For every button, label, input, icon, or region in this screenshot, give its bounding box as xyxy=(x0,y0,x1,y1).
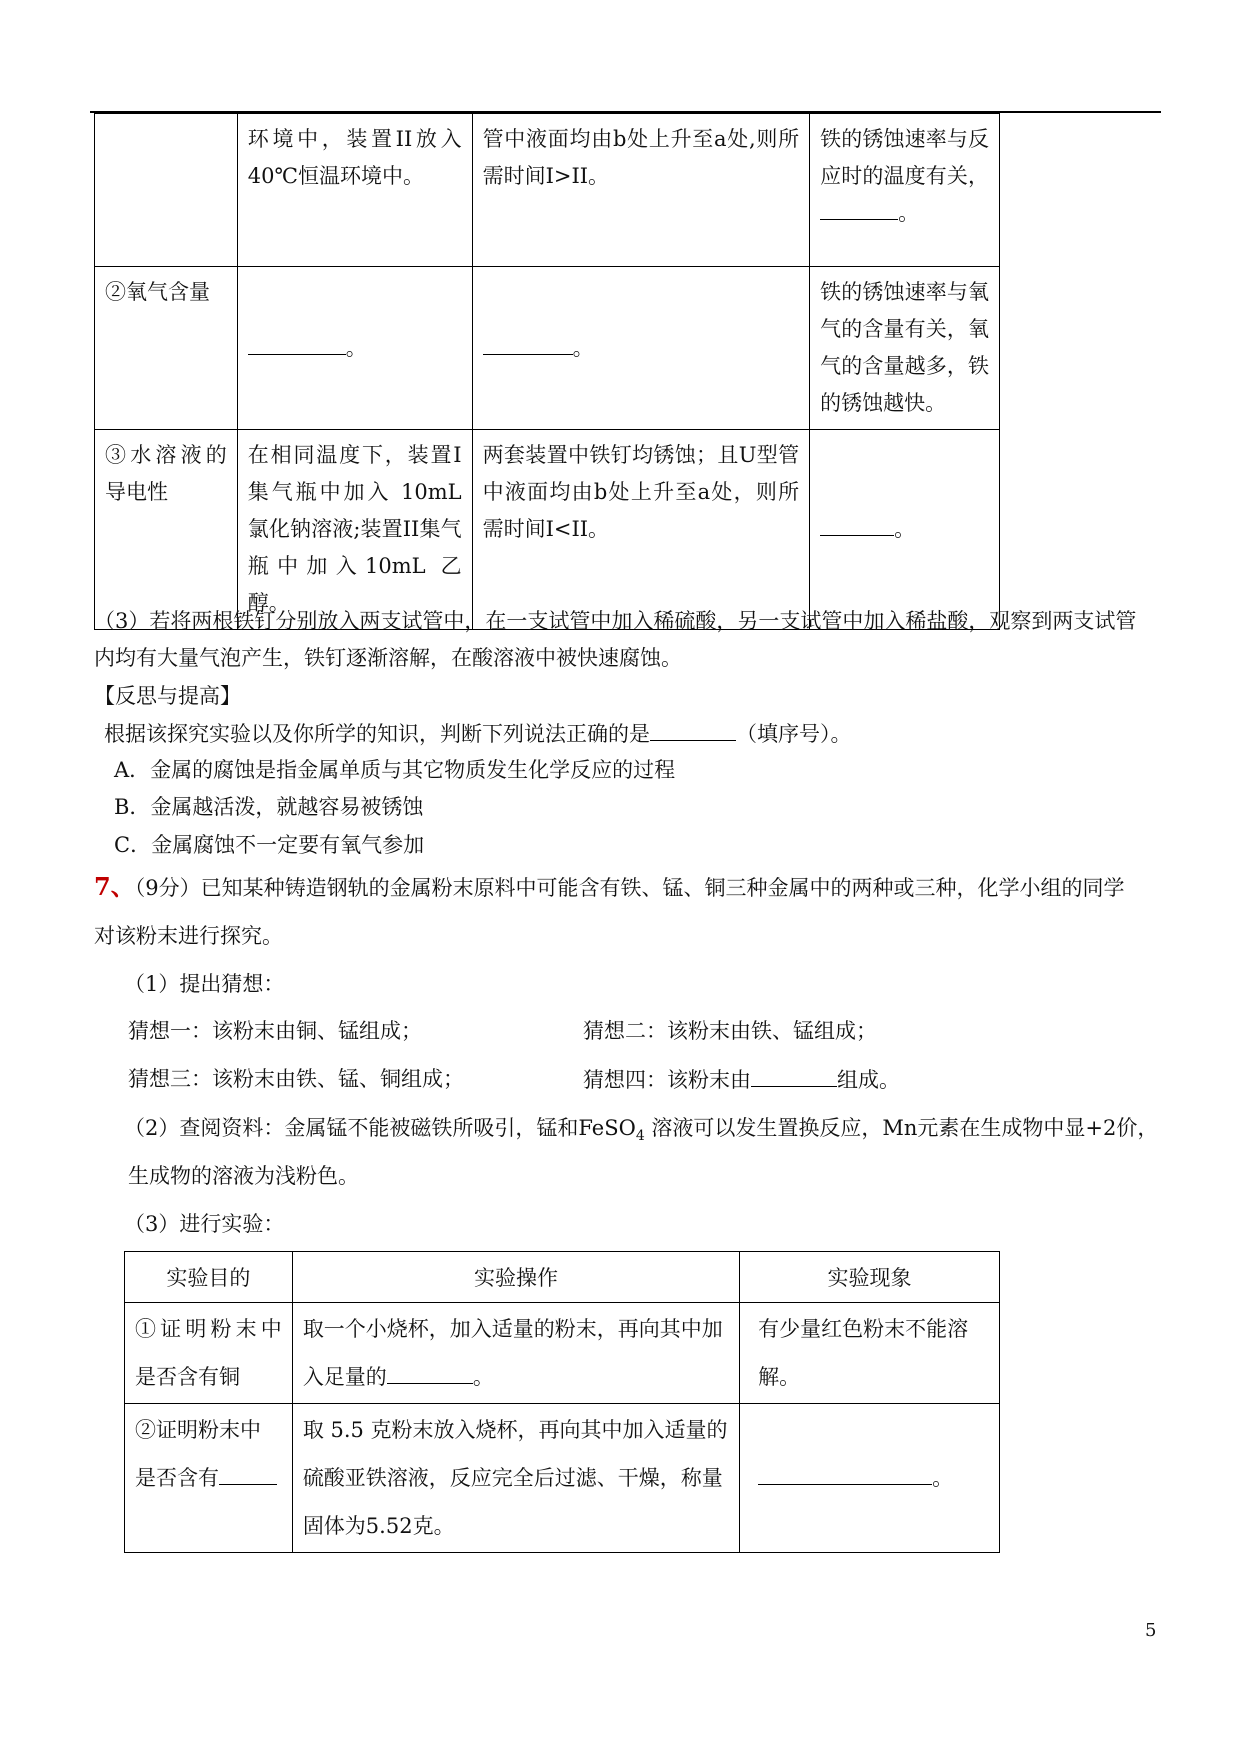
experiment-table-1 xyxy=(94,113,1000,630)
table-cell xyxy=(740,1404,1000,1553)
subsection-heading: （3）进行实验： xyxy=(124,1212,285,1236)
cell-text: 。 xyxy=(932,1465,954,1490)
table-cell: 有少量红色粉末不能溶解。 xyxy=(740,1303,1000,1404)
question-7-line xyxy=(94,870,1125,905)
guess-1: 猜想一：该粉末由铜、锰组成； xyxy=(128,1019,422,1043)
guess-text: 猜想四：该粉末由 xyxy=(583,1068,751,1092)
option-c: C．金属腐蚀不一定要有氧气参加 xyxy=(114,833,425,857)
guess-3: 猜想三：该粉末由铁、锰、铜组成； xyxy=(128,1067,464,1091)
table-row xyxy=(95,430,1000,630)
question-line xyxy=(104,716,852,751)
table-cell: ③水溶液的导电性 xyxy=(95,430,238,630)
page-number: 5 xyxy=(1145,1620,1157,1641)
cell-text: ②证明粉末中是否含有 xyxy=(135,1418,261,1490)
table-cell xyxy=(810,114,1000,267)
answer-blank[interactable] xyxy=(820,511,894,536)
answer-blank[interactable] xyxy=(820,195,898,220)
table-cell xyxy=(95,114,238,267)
subscript: 4 xyxy=(635,1128,645,1145)
paragraph-line: （3）若将两根铁钉分别放入两支试管中，在一支试管中加入稀硫酸，另一支试管中加入稀盐酸，观察到两支试管 xyxy=(94,609,1137,633)
table-row xyxy=(95,267,1000,430)
table-cell: 取 5.5 克粉末放入烧杯，再向其中加入适量的硫酸亚铁溶液，反应完全后过滤、干燥，称量固体为5.52克。 xyxy=(292,1404,739,1553)
guess-4 xyxy=(583,1062,900,1097)
table-row xyxy=(95,114,1000,267)
question-text: 根据该探究实验以及你所学的知识，判断下列说法正确的是 xyxy=(104,722,650,746)
cell-text: 铁的锈蚀速率与反应时的温度有关， xyxy=(820,127,989,188)
answer-blank[interactable] xyxy=(248,330,346,355)
section-heading: 【反思与提高】 xyxy=(94,684,241,708)
table-header-row xyxy=(125,1252,1000,1303)
column-header: 实验现象 xyxy=(740,1252,1000,1303)
column-header: 实验操作 xyxy=(292,1252,739,1303)
answer-blank[interactable] xyxy=(650,716,736,741)
text-part: （2）查阅资料：金属锰不能被磁铁所吸引，锰和FeSO xyxy=(124,1116,636,1140)
table-cell: 两套装置中铁钉均锈蚀；且U型管中液面均由b处上升至a处，则所需时间I<II。 xyxy=(472,430,810,630)
table-cell: 管中液面均由b处上升至a处,则所需时间I>II。 xyxy=(472,114,810,267)
answer-blank[interactable] xyxy=(751,1062,837,1087)
answer-blank[interactable] xyxy=(758,1460,932,1485)
option-a: A．金属的腐蚀是指金属单质与其它物质发生化学反应的过程 xyxy=(114,758,676,782)
table-cell xyxy=(472,267,810,430)
table-cell xyxy=(292,1303,739,1404)
table-cell xyxy=(237,267,472,430)
subsection-heading: （1）提出猜想： xyxy=(124,972,285,996)
text-part: 溶液可以发生置换反应，Mn元素在生成物中显+2价， xyxy=(644,1116,1159,1140)
answer-blank[interactable] xyxy=(219,1460,277,1485)
subsection-line xyxy=(124,1111,1158,1153)
table-row xyxy=(125,1303,1000,1404)
column-header: 实验目的 xyxy=(125,1252,293,1303)
option-b: B．金属越活泼，就越容易被锈蚀 xyxy=(114,795,424,819)
guess-2: 猜想二：该粉末由铁、锰组成； xyxy=(583,1019,877,1043)
cell-text: 取一个小烧杯，加入适量的粉末，再向其中加入足量的 xyxy=(302,1317,723,1389)
question-7-line: 对该粉末进行探究。 xyxy=(94,924,283,948)
table-cell: ①证明粉末中是否含有铜 xyxy=(125,1303,293,1404)
cell-text: 。 xyxy=(898,201,920,225)
experiment-table-2 xyxy=(124,1251,1000,1553)
question-text: （9分）已知某种铸造钢轨的金属粉末原料中可能含有铁、锰、铜三种金属中的两种或三种，化学小组的同学 xyxy=(134,876,1125,900)
cell-text: 。 xyxy=(345,335,367,360)
subsection-line: 生成物的溶液为浅粉色。 xyxy=(128,1164,359,1188)
question-text: （填序号）。 xyxy=(736,722,852,746)
paragraph-line: 内均有大量气泡产生，铁钉逐渐溶解，在酸溶液中被快速腐蚀。 xyxy=(94,646,682,670)
answer-blank[interactable] xyxy=(387,1359,473,1384)
table-cell: 环境中，装置II放入40℃恒温环境中。 xyxy=(237,114,472,267)
table-cell: 铁的锈蚀速率与氧气的含量有关，氧气的含量越多，铁的锈蚀越快。 xyxy=(810,267,1000,430)
table-cell: 在相同温度下，装置I集气瓶中加入 10mL氯化钠溶液;装置II集气瓶中加入10mL 乙醇。 xyxy=(237,430,472,630)
cell-text: 。 xyxy=(572,335,594,360)
cell-text: 。 xyxy=(894,517,916,541)
table-cell xyxy=(810,430,1000,630)
table-cell xyxy=(125,1404,293,1553)
answer-blank[interactable] xyxy=(483,330,573,355)
guess-text: 组成。 xyxy=(837,1068,900,1092)
question-number: 7、 xyxy=(94,872,135,901)
cell-text: 。 xyxy=(472,1365,494,1389)
table-row xyxy=(125,1404,1000,1553)
table-cell: ②氧气含量 xyxy=(95,267,238,430)
